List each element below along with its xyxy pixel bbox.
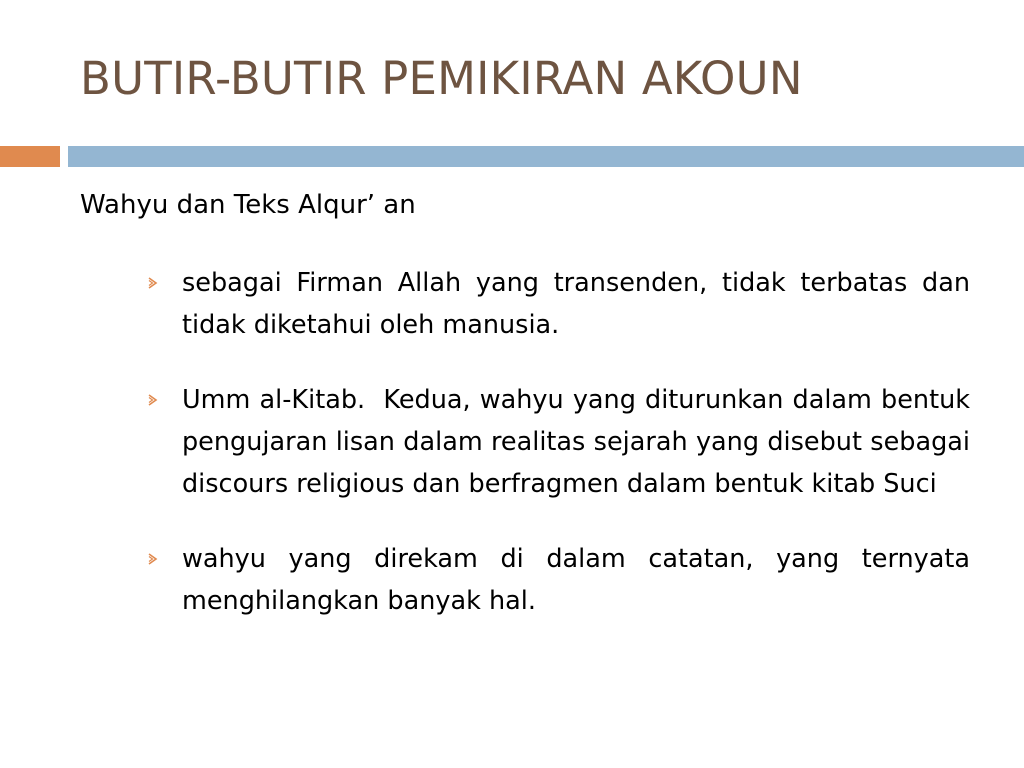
arrow-bullet-icon [146,262,162,304]
bullet-text: Umm al-Kitab. Kedua, wahyu yang diturunkan dalam bentuk pengujaran lisan dalam realitas sejarah yang disebut sebagai discours religious dan berfragmen dalam bentuk kitab Suci [182,385,979,499]
bullet-text: wahyu yang direkam di dalam catatan, yang ternyata menghilangkan banyak hal. [182,544,970,616]
slide-title: BUTIR-BUTIR PEMIKIRAN AKOUN [80,52,803,105]
accent-bar-blue [68,146,1024,167]
slide-subtitle: Wahyu dan Teks Alqur’ an [80,190,416,220]
list-item [140,379,979,505]
arrow-bullet-icon [146,379,162,421]
bullet-list [140,262,979,655]
bullet-text: sebagai Firman Allah yang transenden, tidak terbatas dan tidak diketahui oleh manusia. [182,268,970,340]
arrow-bullet-icon [146,538,162,580]
list-item [140,262,970,346]
accent-bar-orange [0,146,60,167]
list-item [140,538,970,622]
